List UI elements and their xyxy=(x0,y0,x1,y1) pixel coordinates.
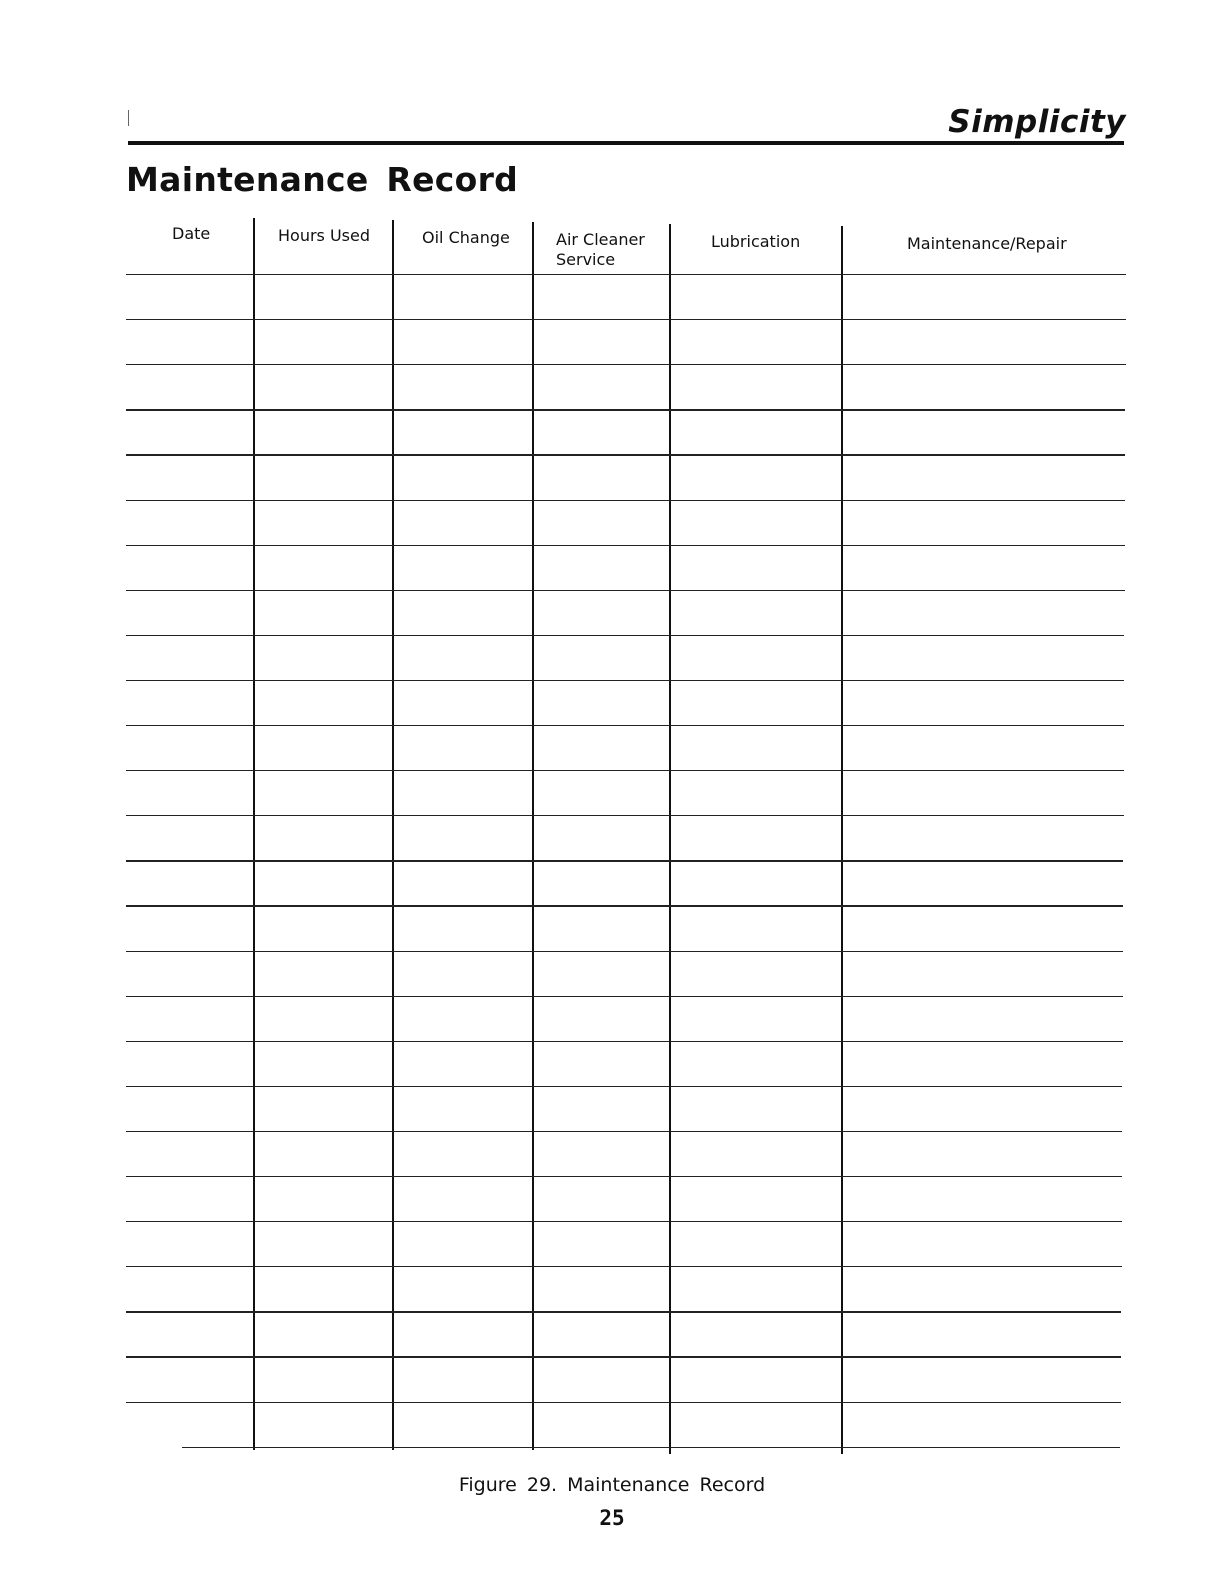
table-row-rule xyxy=(126,905,1123,906)
column-divider xyxy=(253,218,255,1450)
page-number: 25 xyxy=(599,1506,625,1530)
table-row-rule xyxy=(126,1266,1122,1267)
table-row-rule xyxy=(126,860,1123,861)
page-title: Maintenance Record xyxy=(126,160,519,199)
table-row-rule xyxy=(126,1356,1121,1357)
table-row-rule xyxy=(126,319,1126,320)
table-row-rule xyxy=(126,1131,1122,1132)
table-row-rule xyxy=(126,1402,1121,1403)
table-row-rule xyxy=(126,500,1125,501)
column-header-maintenance-repair: Maintenance/Repair xyxy=(907,234,1067,253)
column-header-air-cleaner-service: Air Cleaner Service xyxy=(556,230,645,269)
table-row-rule xyxy=(182,1447,1120,1448)
column-header-date: Date xyxy=(172,224,211,243)
table-row-rule xyxy=(126,590,1125,591)
column-header-oil-change: Oil Change xyxy=(422,228,510,247)
table-row-rule xyxy=(126,770,1124,771)
figure-caption: Figure 29. Maintenance Record xyxy=(458,1474,766,1496)
table-row-rule xyxy=(126,996,1123,997)
table-row-rule xyxy=(126,680,1124,681)
table-row-rule xyxy=(126,1176,1122,1177)
column-header-hours-used: Hours Used xyxy=(278,226,371,245)
table-row-rule xyxy=(126,815,1124,816)
table-row-rule xyxy=(126,454,1125,455)
table-row-rule xyxy=(126,364,1126,365)
header-rule xyxy=(128,141,1124,145)
table-row-rule xyxy=(126,1086,1122,1087)
column-header-lubrication: Lubrication xyxy=(711,232,801,251)
maintenance-record-table xyxy=(122,218,1126,1454)
table-row-rule xyxy=(126,635,1124,636)
table-row-rule xyxy=(126,1041,1123,1042)
table-row-rule xyxy=(126,274,1126,275)
table-row-rule xyxy=(126,545,1125,546)
table-row-rule xyxy=(126,1221,1122,1222)
table-row-rule xyxy=(126,951,1123,952)
table-row-rule xyxy=(126,1311,1121,1312)
scan-corner-mark xyxy=(128,110,129,126)
table-row-rule xyxy=(126,725,1124,726)
table-row-rule xyxy=(126,409,1125,410)
brand-logo: Simplicity xyxy=(948,104,1126,140)
